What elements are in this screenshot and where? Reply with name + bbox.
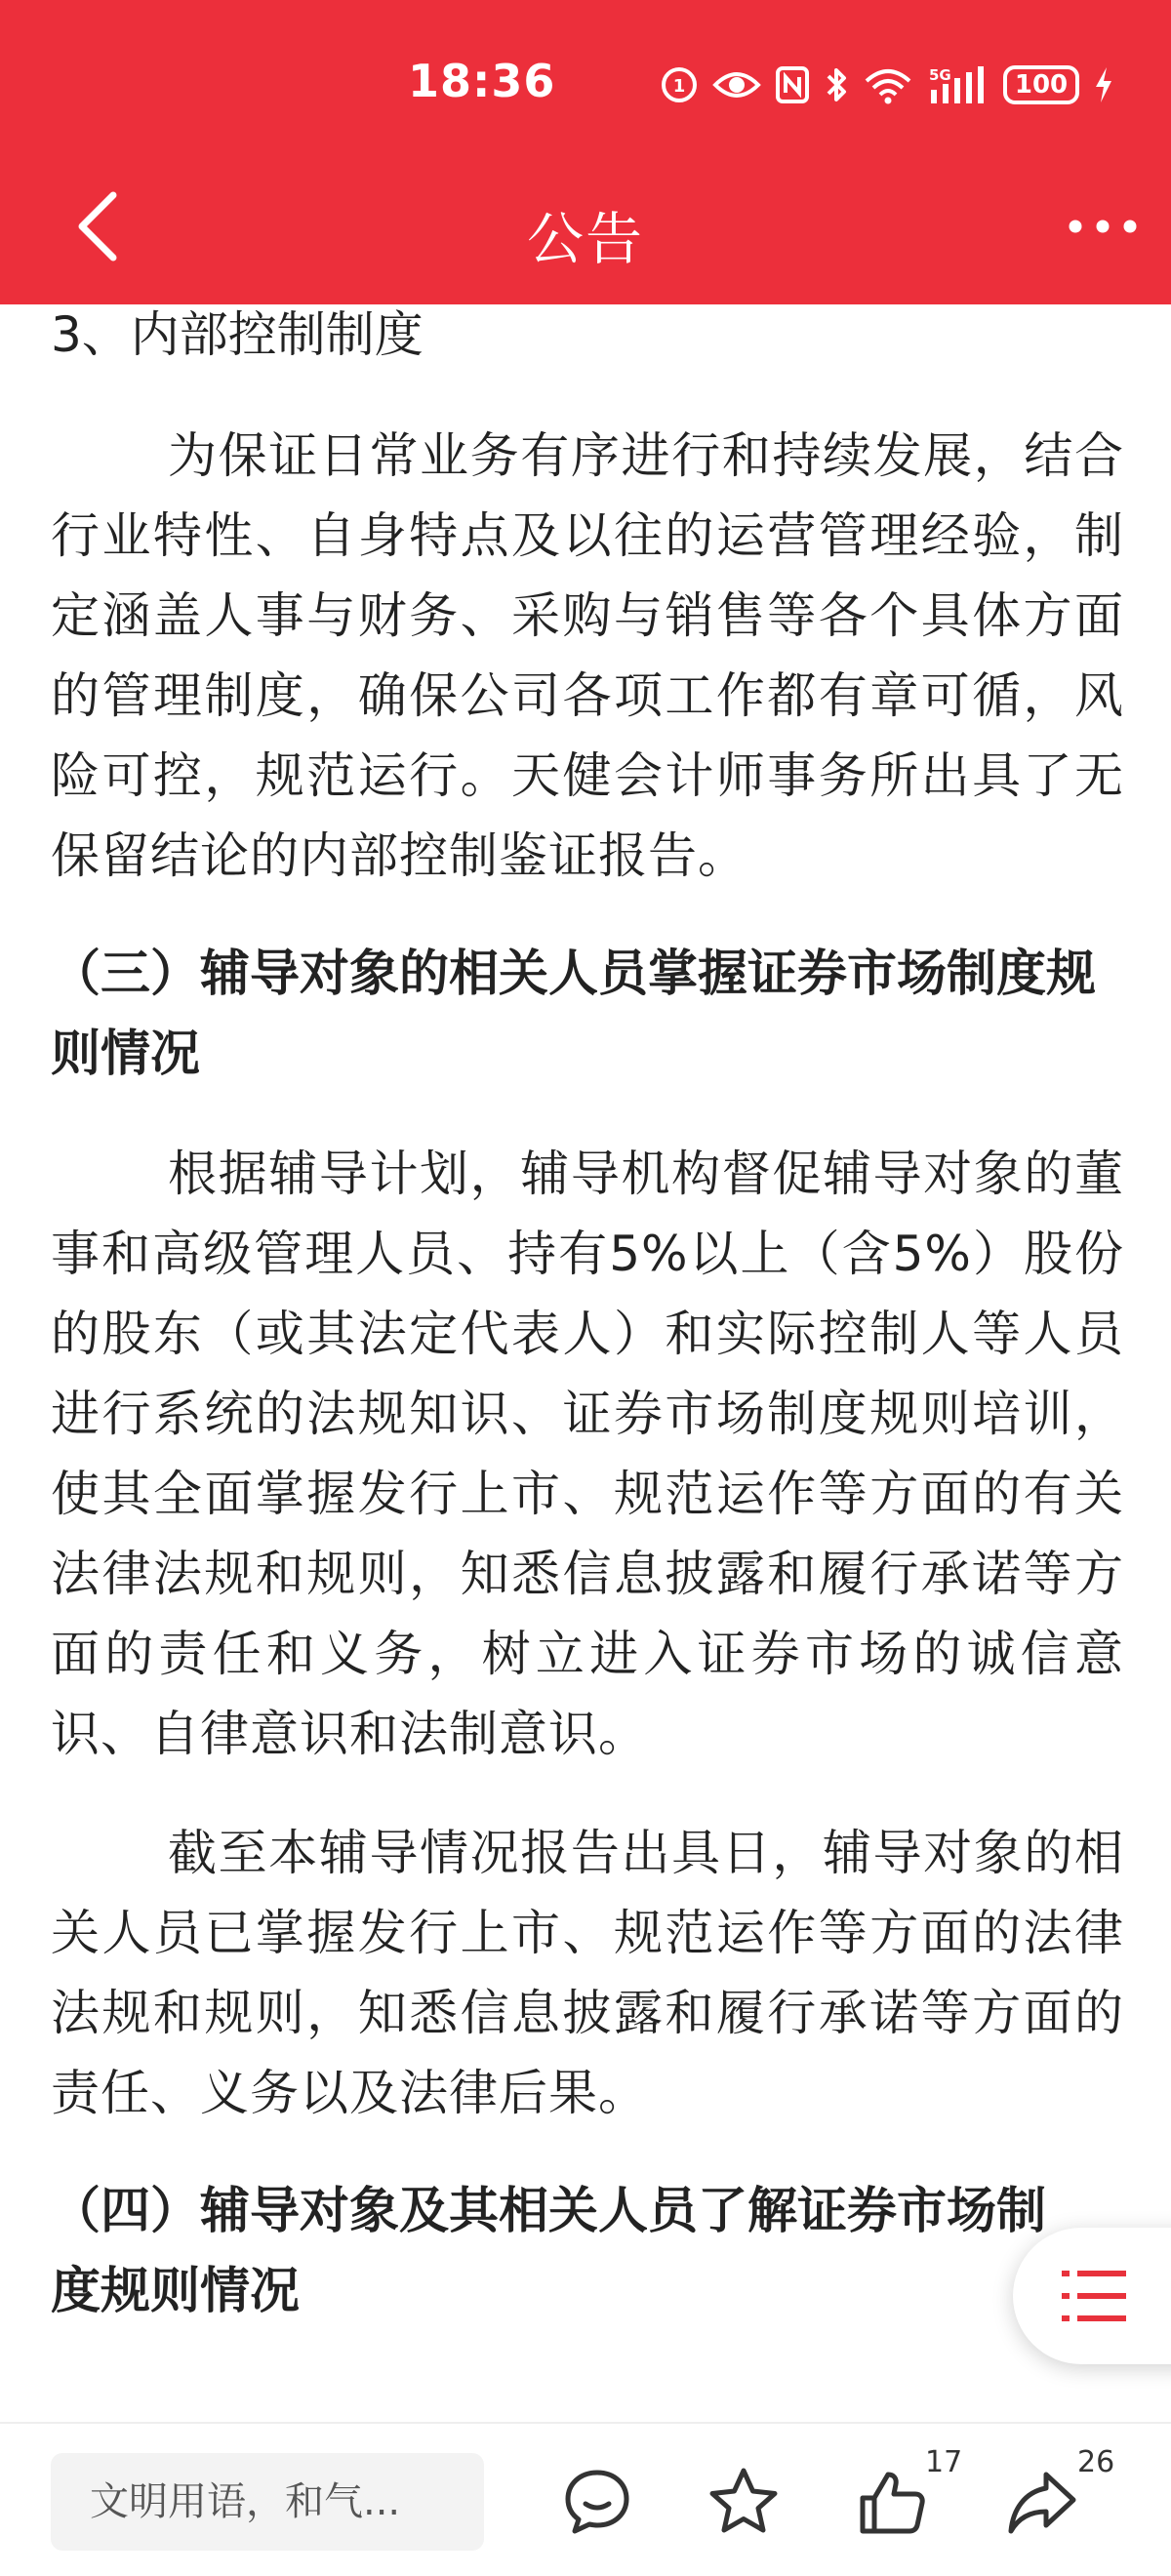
eye-icon [712, 65, 761, 104]
paragraph: 截至本辅导情况报告出具日，辅导对象的相关人员已掌握发行上市、规范运作等方面的法律法规和规则，知悉信息披露和履行承诺等方面的责任、义务以及法律后果。 [51, 1825, 1124, 2121]
comment-button[interactable] [560, 2465, 634, 2539]
paragraph: 根据辅导计划，辅导机构督促辅导对象的董事和高级管理人员、持有5%以上（含5%）股份的股东（或其法定代表人）和实际控制人等人员进行系统的法规知识、证券市场制度规则培训，使其全面掌握发行上市、规范运作等方面的有关法律法规和规则，知悉信息披露和履行承诺等方面的责任和义务，树立进入证券市场的诚信意识、自律意识和法制意识。 [51, 1146, 1124, 1762]
comment-icon [560, 2465, 634, 2539]
share-count: 26 [1077, 2445, 1115, 2479]
like-button[interactable] [855, 2465, 929, 2539]
svg-text:1: 1 [672, 76, 686, 97]
spacer [51, 1774, 1124, 1813]
app-header [0, 0, 1171, 304]
bottom-action-bar [0, 2422, 1171, 2576]
spacer [51, 375, 1124, 416]
svg-text:5G: 5G [929, 66, 951, 84]
list-icon [1062, 2267, 1130, 2325]
status-time: 18:36 [408, 55, 556, 107]
page-title: 公告 [526, 206, 644, 272]
nfc-icon [775, 65, 810, 104]
paragraph: 为保证日常业务有序进行和持续发展，结合行业特性、自身特点及以往的运营管理经验，制定涵盖人事与财务、采购与销售等各个具体方面的管理制度，确保公司各项工作都有章可循，风险可控，规范运行。天健会计师事务所出具了无保留结论的内部控制鉴证报告。 [51, 427, 1124, 884]
spacer [51, 2133, 1124, 2172]
section-heading: 3、内部控制制度 [51, 306, 424, 363]
star-icon [707, 2465, 781, 2539]
favorite-button[interactable] [707, 2465, 781, 2539]
article-body [51, 304, 1124, 2422]
notification-icon [660, 65, 699, 104]
spacer [51, 896, 1124, 935]
share-button[interactable] [1005, 2465, 1079, 2539]
signal-5g-icon [927, 64, 989, 105]
spacer [51, 1095, 1124, 1134]
nav-bar [0, 178, 1171, 275]
more-button[interactable] [1066, 201, 1140, 252]
bluetooth-icon [824, 65, 849, 104]
section-heading: （三）辅导对象的相关人员掌握证券市场制度规则情况 [51, 946, 1097, 1083]
wifi-icon [863, 65, 913, 104]
charging-icon [1093, 65, 1114, 104]
battery-indicator [1003, 65, 1079, 104]
battery-level: 100 [1014, 70, 1069, 100]
share-icon [1005, 2465, 1079, 2539]
table-of-contents-button[interactable] [1013, 2228, 1171, 2364]
comment-input[interactable]: 文明用语，和气... [51, 2453, 484, 2551]
status-icons [660, 59, 1114, 111]
like-count: 17 [925, 2445, 963, 2479]
thumbs-up-icon [855, 2465, 929, 2539]
section-heading: （四）辅导对象及其相关人员了解证券市场制度规则情况 [51, 2183, 1047, 2320]
more-horizontal-icon [1066, 201, 1140, 252]
